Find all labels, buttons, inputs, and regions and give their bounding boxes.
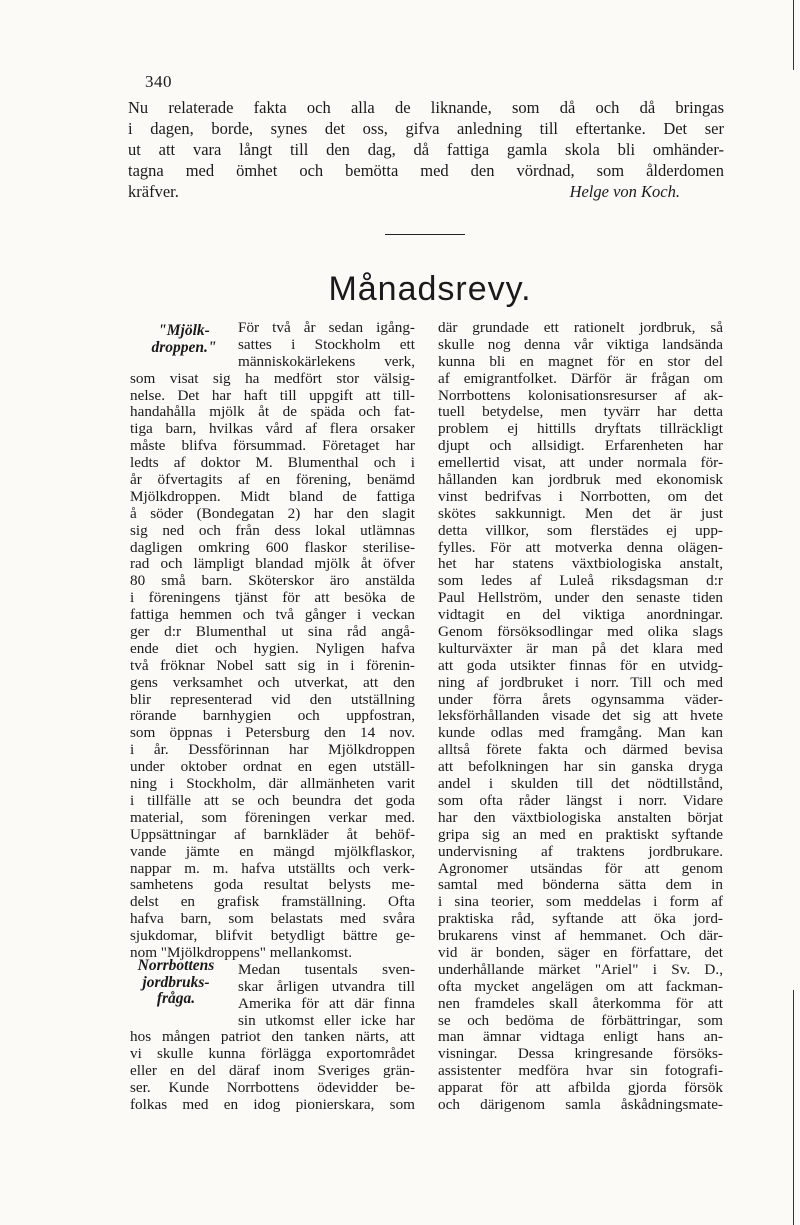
text-line: som ledes af Luleå riksdagsman d:r (438, 572, 723, 590)
text-line: under förra årets ogynsamma väder- (438, 690, 723, 708)
text-line: har den växtbiologiska anstalten börjat (438, 808, 723, 826)
text-line: leksförhållanden visade det sig att hvete (438, 707, 723, 725)
text-line: rörande barnhygien och uppfostran, (130, 707, 415, 725)
text-line: sig ned och från dess lokal utlämnas (130, 521, 415, 539)
text-line: nappar m. m. hafva utställts och verk- (130, 859, 415, 877)
section-title: Månadsrevy. (328, 270, 532, 308)
text-line: Genom försöksodlingar med olika slags (438, 623, 723, 641)
text-line: djupt och allsidigt. Erfarenheten har (438, 437, 723, 455)
text-line: folkas med en idog pionierskara, som (130, 1095, 415, 1113)
margin-heading-line: droppen." (151, 338, 217, 356)
text-line: Norrbottens kolonisationsresurser af ak- (438, 386, 723, 404)
text-line: vinst bedrifvas i Norrbotten, om det (438, 487, 723, 505)
text-line: fylles. För att motverka denna olägen- (438, 538, 723, 556)
text-line: där grundade ett rationelt jordbruk, så (438, 319, 723, 336)
text-line: skötes sakkunnigt. Men det är just (438, 504, 723, 522)
intro-line: kräfver. (128, 182, 179, 201)
text-line: hafva barn, som belastats med svåra (130, 910, 415, 928)
text-line: vid är bonden, säger en författare, det (438, 943, 723, 961)
text-line: kunna bli en magnet för en stor del (438, 352, 723, 370)
left-column (130, 320, 415, 1114)
text-line: i föreningens tjänst för att besöka de (130, 589, 415, 607)
text-line: Paul Hellström, under den senaste tiden (438, 589, 723, 607)
text-line: Mjölkdroppen. Midt bland de fattiga (130, 487, 415, 505)
text-line: ledts af doktor M. Blumenthal och i (130, 454, 415, 472)
text-line: eller en del däraf inom Sveriges grän- (130, 1062, 415, 1080)
text-line: assistenter medföra hvar sin fotografi- (438, 1062, 723, 1080)
text-line: som ofta råder längst i norr. Vidare (438, 791, 723, 809)
margin-heading-line: jordbruks- (142, 973, 210, 991)
text-line: detta villkor, som flerstädes ej upp- (438, 521, 723, 539)
text-line: skar årligen utvandra till (238, 977, 415, 995)
text-line: ser. Kunde Norrbottens ödevidder be- (130, 1079, 415, 1097)
intro-line: i dagen, borde, synes det oss, gifva anledning till eftertanke. Det ser (128, 119, 724, 138)
text-line: måste blifva försummad. Företaget har (130, 437, 415, 455)
text-line: Amerika för att där finna (238, 994, 415, 1012)
text-line: i sina teorier, som meddelas i form af (438, 893, 723, 911)
text-line: För två år sedan igång- (238, 319, 415, 336)
text-line: ofta mycket angelägen om att fackman- (438, 977, 723, 995)
text-line: brukarens vinst af hemmanet. Och där- (438, 927, 723, 945)
intro-line: Nu relaterade fakta och alla de liknande, som då och då bringas (128, 98, 724, 117)
margin-heading-line: "Mjölk- (158, 322, 210, 339)
text-line: kulturväxter är man på det klara med (438, 639, 723, 657)
page-edge-line (793, 990, 794, 1225)
text-line: två fröknar Nobel satt sig in i förenin- (130, 656, 415, 674)
text-line: människokärlekens verk, (238, 352, 415, 370)
text-line: att befolkningen har sin ganska dryga (438, 758, 723, 776)
text-line: och därigenom samla åskådningsmate- (438, 1095, 723, 1113)
text-line: i tillfälle att se och beundra det goda (130, 791, 415, 809)
text-line: Agronomer utsändas för att genom (438, 859, 723, 877)
intro-line: tagna med ömhet och bemötta med den vördnad, som ålderdomen (128, 161, 724, 180)
margin-heading-line: fråga. (156, 990, 196, 1007)
text-line: gens verksamhet och utverkat, att den (130, 673, 415, 691)
text-line: handahålla mjölk åt de späda och fat- (130, 403, 415, 421)
text-line: som öppnas i Petersburg den 14 nov. (130, 724, 415, 742)
text-line: material, som föreningen verkar med. (130, 808, 415, 826)
text-line: het har statens växtbiologiska anstalt, (438, 555, 723, 573)
text-line: nelse. Det har haft till uppgift att till- (130, 386, 415, 404)
intro-line: ut att vara långt till den dag, då fattiga gamla skola bli omhänder- (128, 140, 724, 159)
text-line: sattes i Stockholm ett (238, 335, 415, 353)
text-line: man ämnar vidtaga enligt hans an- (438, 1028, 723, 1046)
text-line: 80 små barn. Sköterskor äro anstälda (130, 572, 415, 590)
author-signature: Helge von Koch. (569, 182, 680, 201)
text-line: nen framdeles skall återkomma för att (438, 994, 723, 1012)
text-line: hos mången patriot den tanken närts, att (130, 1028, 415, 1046)
text-line: kunde odlas med framgång. Man kan (438, 724, 723, 742)
text-line: rad och lämpligt blandad mjölk åt öfver (130, 555, 415, 573)
text-line: dagligen omkring 600 flaskor sterilise- (130, 538, 415, 556)
text-line: vidtagit en del viktiga anordningar. (438, 606, 723, 624)
section-divider (385, 234, 465, 235)
text-line: tiga barn, hvilkas vård af flera orsaker (130, 420, 415, 438)
text-line: emellertid visat, att under normala för- (438, 454, 723, 472)
text-line: nom "Mjölkdroppens" mellankomst. (130, 943, 353, 961)
text-line: att goda utsikter finnas för en utvidg- (438, 656, 723, 674)
text-line: sjukdomar, blifvit betydligt bättre ge- (130, 927, 415, 945)
text-line: hållanden kan jordbruk med ekonomisk (438, 471, 723, 489)
text-line: tuell betydelse, men tyvärr har detta (438, 403, 723, 421)
text-line: samtal med bönderna sätta dem in (438, 876, 723, 894)
text-line: ning i Stockholm, där allmänheten varit (130, 775, 415, 793)
text-line: praktiska råd, syftande att öka jord- (438, 910, 723, 928)
text-line: vi skulle kunna förlägga exportområdet (130, 1045, 415, 1063)
text-line: af emigrantfolket. Därför är frågan om (438, 369, 723, 387)
right-column (438, 320, 723, 1114)
text-line: under oktober ordnat en egen utställ- (130, 758, 415, 776)
text-line: fattiga hemmen och två gånger i veckan (130, 606, 415, 624)
text-line: som visat sig ha medfört stor välsig- (130, 369, 415, 387)
margin-heading-line: Norrbottens (137, 957, 215, 974)
text-line: delst en grafisk framställning. Ofta (130, 893, 415, 911)
text-line: underhållande märket "Ariel" i Sv. D., (438, 960, 723, 978)
text-line: alltså förete fakta och därmed bevisa (438, 741, 723, 759)
text-line: samhetens goda resultat belysts me- (130, 876, 415, 894)
page-edge-line (793, 0, 794, 70)
text-line: skulle nog denna vår viktiga landsända (438, 335, 723, 353)
text-line: gripa sig an med en praktiskt syftande (438, 825, 723, 843)
text-line: visningar. Dessa kringresande försöks- (438, 1045, 723, 1063)
text-line: ger d:r Blumenthal ut sina råd angå- (130, 623, 415, 641)
text-line: se och bedöma de förbättringar, som (438, 1011, 723, 1029)
text-line: apparat för att afbilda gjorda försök (438, 1079, 723, 1097)
text-line: sin utkomst eller icke har (238, 1011, 415, 1029)
text-line: andel i skulden till det nödtillstånd, (438, 775, 723, 793)
text-line: å söder (Bondegatan 2) har den slagit (130, 504, 415, 522)
text-line: blir representerad vid den utställning (130, 690, 415, 708)
text-line: ende diet och hygien. Nyligen hafva (130, 639, 415, 657)
text-line: år öfvertagits af en förening, benämd (130, 471, 415, 489)
intro-last-line (128, 181, 724, 202)
text-line: i år. Dessförinnan har Mjölkdroppen (130, 741, 415, 759)
text-line: problem ej hittills dryftats tillräckligt (438, 420, 723, 438)
page-number: 340 (145, 72, 172, 91)
text-line: undervisning af traktens jordbrukare. (438, 842, 723, 860)
intro-paragraph (128, 97, 724, 202)
text-line: vande jämte en mängd mjölkflaskor, (130, 842, 415, 860)
text-line: Medan tusentals sven- (238, 960, 415, 978)
text-line: ning af jordbruket i norr. Till och med (438, 673, 723, 691)
text-line: Uppsättningar af barnkläder åt behöf- (130, 825, 415, 843)
